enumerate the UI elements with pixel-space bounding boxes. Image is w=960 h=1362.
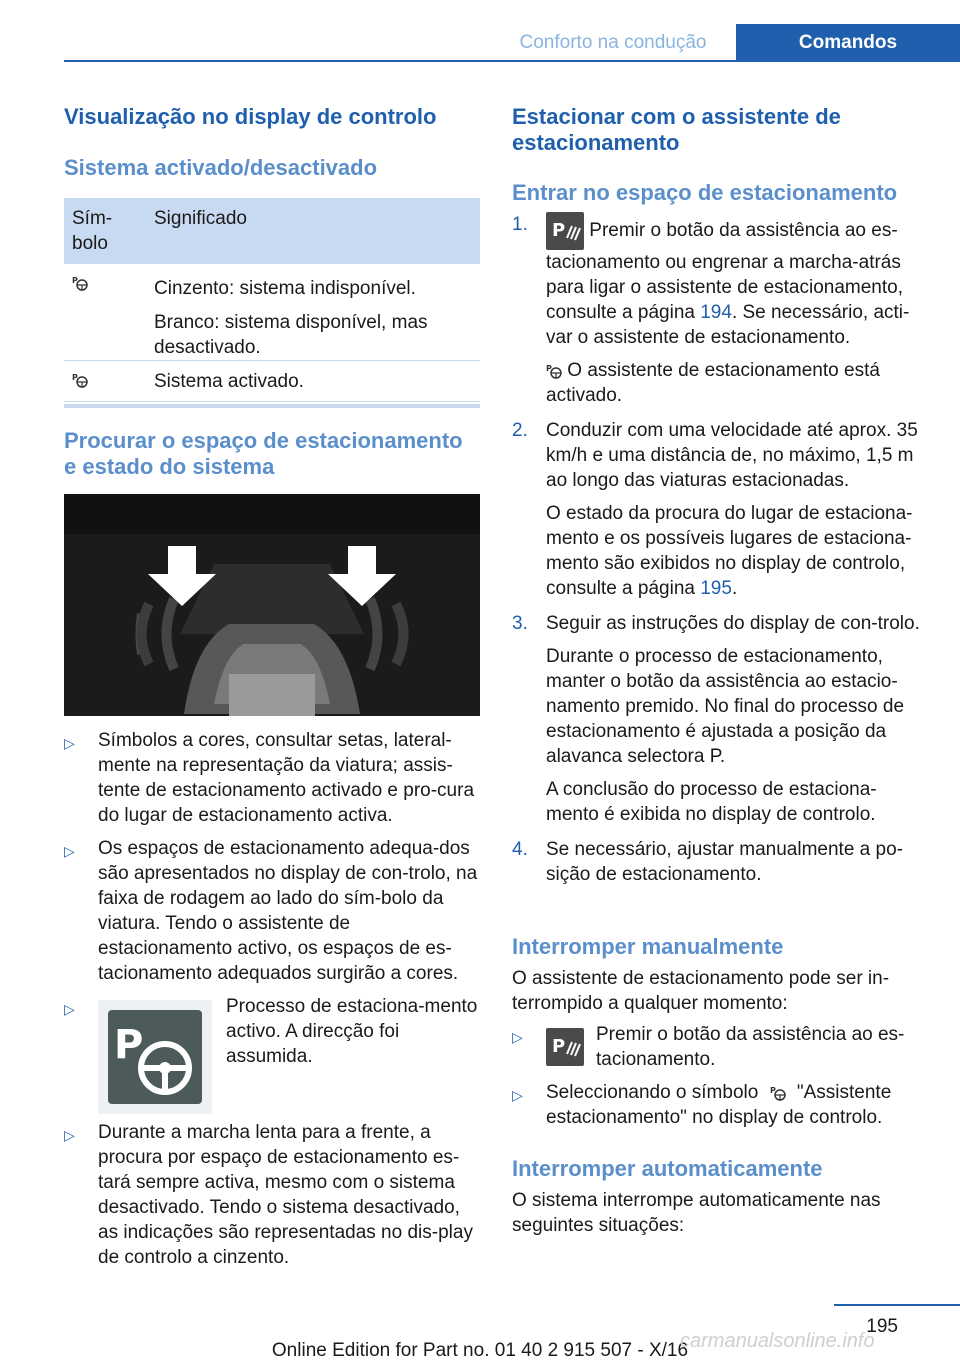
step-number: 2. [512, 420, 528, 441]
list-item [64, 728, 480, 828]
table-header [64, 198, 480, 264]
step-text: . Se necessário, acti-var o assistente de estacionamento. [546, 302, 910, 348]
step-note: O assistente de estacionamento está activado. [546, 360, 880, 406]
watermark: carmanualsonline.info [680, 1330, 875, 1352]
bullet-text: Símbolos a cores, consultar setas, lateral-mente na representação da viatura; assis-tente de estacionamento activado e pro-cura do lugar de estacionamento activa. [98, 730, 475, 826]
parking-assist-button-icon [546, 212, 584, 250]
table-col-symbol-1: Sím- [72, 208, 113, 229]
header-section: Conforto na condução [519, 32, 707, 53]
step-number: 3. [512, 613, 528, 634]
parking-steering-icon [98, 1000, 212, 1114]
steps-list [512, 212, 928, 887]
bullet-text: Durante a marcha lenta para a frente, a procura por espaço de estacionamento es-tará sempre activa, mesmo com o sistema desactivado. Tendo o sistema desactivado, as indicações são representadas no dis-play de controlo a cinzento. [98, 1122, 473, 1268]
symbol-table [64, 198, 480, 408]
step-text: Premir o botão da assistência ao es-tacionamento ou engrenar a marcha-atrás para ligar o assistente de estacionamento, consulte a página [546, 220, 903, 323]
table-col-symbol-2: bolo [72, 233, 108, 254]
header-tab: Comandos [736, 24, 960, 62]
svg-text:P: P [552, 220, 566, 241]
list-item [512, 611, 928, 827]
row1-grey: Cinzento: sistema indisponível. [154, 278, 416, 299]
manual-intro: O assistente de estacionamento pode ser in-terrompido a qualquer momento: [512, 968, 890, 1014]
bullet-icon: ▷ [64, 735, 75, 751]
parking-display-illustration [64, 494, 480, 716]
footer-rule [834, 1304, 960, 1306]
bullet-text: Seleccionando o símbolo [546, 1082, 759, 1103]
row2-active: Sistema activado. [154, 371, 304, 392]
parking-steering-icon [72, 371, 88, 389]
heading-system: Sistema activado/desactivado [64, 155, 378, 180]
step-text: Se necessário, ajustar manualmente a po-sição de estacionamento. [546, 839, 903, 885]
table-row [64, 264, 480, 361]
auto-intro: O sistema interrompe automaticamente nas seguintes situações: [512, 1190, 881, 1236]
parking-assist-button-icon [546, 1028, 584, 1066]
step-note: Durante o processo de estacionamento, manter o botão da assistência ao estacio-namento premido. No final do processo de estacionamento é ajustada a posição da alavanca selectora P. [546, 646, 905, 767]
svg-text:P: P [546, 363, 552, 373]
step-number: 4. [512, 839, 528, 860]
table-end-rule [64, 404, 480, 408]
page-link[interactable]: 194 [700, 302, 732, 323]
bullet-icon: ▷ [512, 1029, 523, 1045]
svg-text:P: P [769, 1085, 776, 1095]
parking-steering-icon [72, 274, 88, 292]
svg-text:P: P [72, 275, 78, 285]
list-item [512, 1022, 928, 1072]
header-rule [64, 60, 960, 62]
bullet-icon: ▷ [64, 1127, 75, 1143]
step-note: . [731, 578, 738, 599]
list-item [64, 836, 480, 986]
bullet-text: Processo de estaciona-mento activo. A direcção foi assumida. [226, 996, 478, 1067]
svg-text:P: P [72, 372, 78, 382]
heading-manual: Interromper manualmente [512, 934, 784, 959]
table-row [64, 361, 480, 402]
list-item [512, 837, 928, 887]
list-item [64, 1120, 480, 1270]
heading-search: Procurar o espaço de estacionamento e estado do sistema [64, 428, 463, 479]
manual-list [512, 1022, 928, 1130]
bullet-text: "Assistente estacionamento" no display de controlo. [546, 1082, 892, 1128]
page-number: 195 [866, 1316, 898, 1337]
step-text: Conduzir com uma velocidade até aprox. 35 km/h e uma distância de, no máximo, 1,5 m ao longo das viaturas estacionadas. [546, 420, 918, 491]
bullet-icon: ▷ [512, 1087, 523, 1103]
heading-enter: Entrar no espaço de estacionamento [512, 180, 898, 205]
bullet-icon: ▷ [64, 1001, 75, 1017]
page-link[interactable]: 195 [700, 578, 732, 599]
svg-text:P: P [114, 1022, 144, 1068]
table-col-meaning: Significado [154, 208, 247, 229]
list-item [512, 418, 928, 601]
list-item [64, 994, 480, 1116]
step-text: Seguir as instruções do display de con-trolo. [546, 613, 920, 634]
search-bullet-list [64, 728, 480, 1270]
step-number: 1. [512, 214, 528, 235]
heading-park: Estacionar com o assistente de estacionamento [512, 104, 841, 155]
step-note: A conclusão do processo de estaciona-mento é exibida no display de controlo. [546, 779, 877, 825]
edition-line: Online Edition for Part no. 01 40 2 915 507 - X/16 [271, 1340, 689, 1361]
step-note: O estado da procura do lugar de estaciona-mento e os possíveis lugares de estaciona-mento são exibidos no display de controlo, consulte a página [546, 503, 913, 599]
parking-steering-icon [764, 1082, 792, 1103]
heading-auto: Interromper automaticamente [512, 1156, 823, 1181]
bullet-text: Premir o botão da assistência ao es-tacionamento. [596, 1024, 905, 1070]
list-item [512, 1080, 928, 1130]
bullet-text: Os espaços de estacionamento adequa-dos são apresentados no display de con-trolo, na faixa de rodagem ao lado do sím-bolo da viatura. Tendo o assistente de estacionamento activo, os espaços de es-tacionamento adequados surgirão a cores. [98, 838, 478, 984]
row1-white: Branco: sistema disponível, mas desactivado. [154, 312, 428, 358]
list-item [512, 212, 928, 408]
parking-steering-icon [546, 360, 562, 381]
svg-text:P: P [552, 1036, 566, 1057]
heading-display: Visualização no display de controlo [64, 104, 437, 129]
bullet-icon: ▷ [64, 843, 75, 859]
